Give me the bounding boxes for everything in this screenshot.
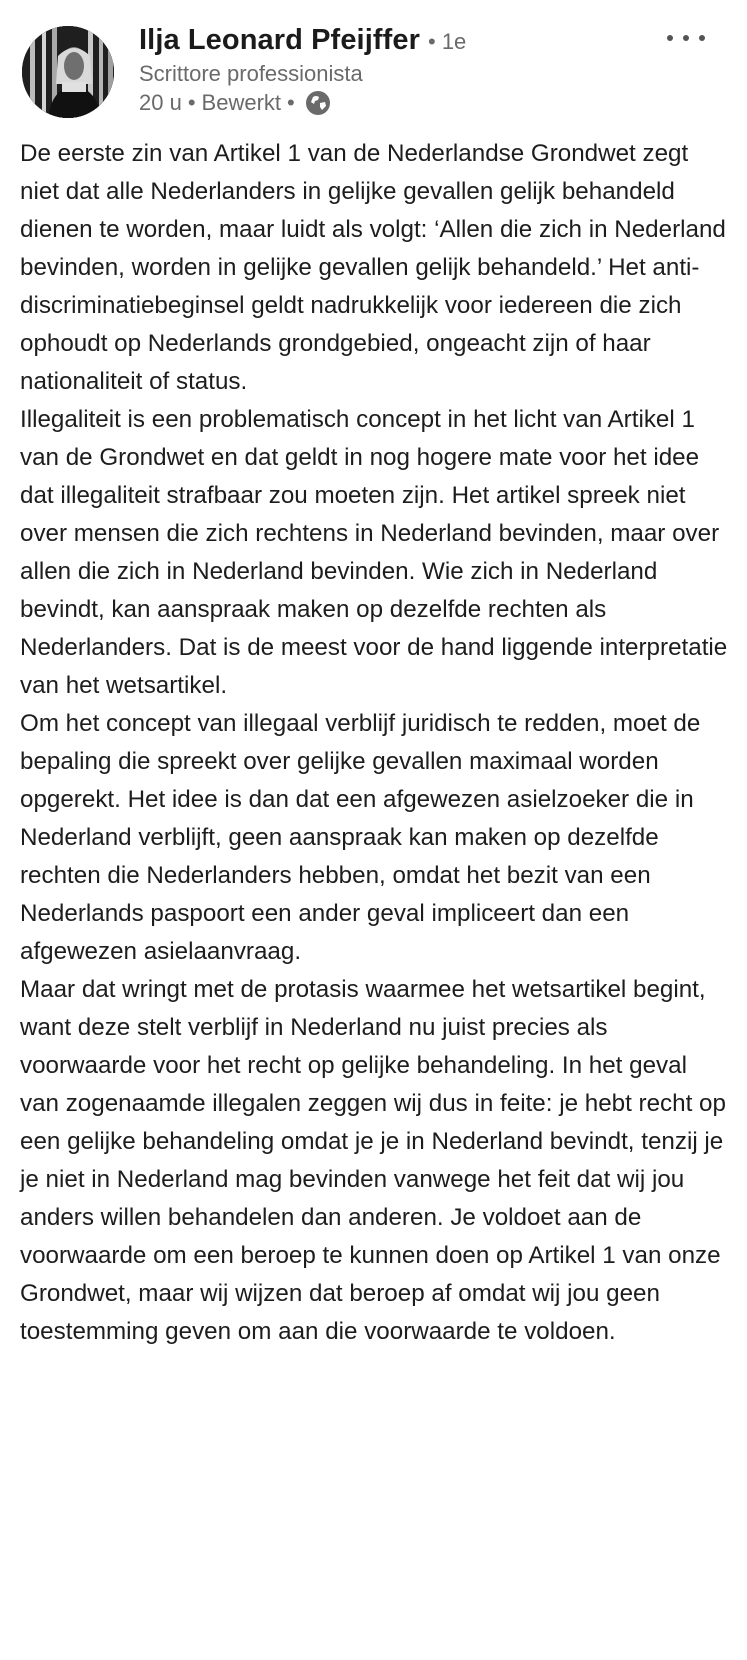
more-dot bbox=[699, 35, 705, 41]
meta-separator: • bbox=[187, 90, 196, 115]
more-dot bbox=[683, 35, 689, 41]
author-name-row bbox=[139, 24, 667, 57]
author-name[interactable]: Ilja Leonard Pfeijffer bbox=[139, 24, 420, 56]
meta-separator: • bbox=[287, 90, 295, 115]
post-body bbox=[20, 135, 732, 1351]
globe-icon bbox=[305, 90, 331, 116]
post-paragraph: Illegaliteit is een problematisch concept in het licht van Artikel 1 van de Grondwet en dat geldt in nog hogere mate voor het idee dat illegaliteit strafbaar zou moeten zijn. Het artikel spreek niet over mensen die zich rechtens in Nederland bevinden, maar over allen die zich in Nederland bevinden. Wie zich in Nederland bevindt, kan aanspraak maken op dezelfde rechten als Nederlanders. Dat is de meest voor de hand liggende interpretatie van het wetsartikel. bbox=[20, 406, 728, 699]
author-headline: Scrittore professionista bbox=[139, 61, 363, 86]
author-block bbox=[139, 24, 667, 116]
post-header bbox=[0, 0, 747, 130]
post-meta bbox=[139, 90, 667, 116]
post-time: 20 u bbox=[139, 90, 182, 115]
post-paragraph: De eerste zin van Artikel 1 van de Nederlandse Grondwet zegt niet dat alle Nederlanders in gelijke gevallen gelijk behandeld dienen te worden, maar luidt als volgt: ‘Allen die zich in Nederland bevinden, worden in gelijke gevallen gelijk behandeld.’ Het anti-discriminatiebeginsel geldt nadrukkelijk voor iedereen die zich ophoudt op Nederlands grondgebied, ongeacht zijn of haar nationaliteit of status. bbox=[20, 140, 726, 395]
connection-degree: • 1e bbox=[428, 29, 467, 54]
post-paragraph: Om het concept van illegaal verblijf juridisch te redden, moet de bepaling die spreekt over gelijke gevallen maximaal worden opgerekt. Het idee is dan dat een afgewezen asielzoeker die in Nederland verblijft, geen aanspraak kan maken op dezelfde rechten die Nederlanders hebben, omdat het bezit van een Nederlands paspoort een ander geval impliceert dan een afgewezen asielaanvraag. bbox=[20, 710, 701, 965]
post-paragraph: Maar dat wringt met de protasis waarmee het wetsartikel begint, want deze stelt verblijf in Nederland nu juist precies als voorwaarde voor het recht op gelijke behandeling. In het geval van zogenaamde illegalen zeggen wij dus in feite: je hebt recht op een gelijke behandeling omdat je je in Nederland bevindt, tenzij je je niet in Nederland mag bevinden vanwege het feit dat wij jou anders willen behandelen dan anderen. Je voldoet aan de voorwaarde om een beroep te kunnen doen op Artikel 1 van onze Grondwet, maar wij wijzen dat beroep af omdat wij jou geen toestemming geven om aan die voorwaarde te voldoen. bbox=[20, 976, 726, 1345]
more-dot bbox=[667, 35, 673, 41]
more-options-icon[interactable] bbox=[667, 26, 705, 50]
edited-label: Bewerkt bbox=[201, 90, 282, 115]
author-avatar[interactable] bbox=[22, 26, 114, 118]
